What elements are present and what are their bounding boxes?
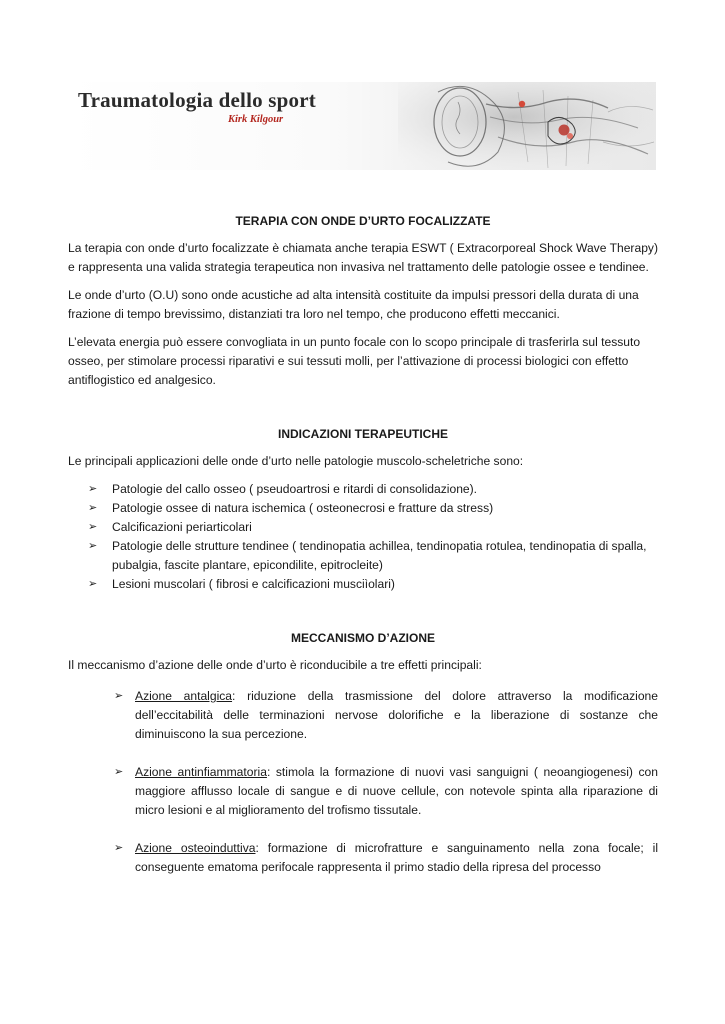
arrow-right-icon: ➢ bbox=[114, 766, 124, 778]
paragraph-applicazioni: Le principali applicazioni delle onde d’urto nelle patologie muscolo-scheletriche sono: bbox=[68, 454, 524, 468]
paragraph-meccanismo: Il meccanismo d’azione delle onde d’urto è riconducibile a tre effetti principali: bbox=[68, 658, 482, 672]
mechanism-list bbox=[68, 687, 658, 877]
anatomy-illustration bbox=[398, 82, 656, 170]
arrow-right-icon: ➢ bbox=[88, 578, 98, 590]
arrow-right-icon: ➢ bbox=[88, 540, 98, 552]
header-banner bbox=[68, 82, 656, 170]
arrow-right-icon: ➢ bbox=[88, 521, 98, 533]
banner-title: Traumatologia dello sport bbox=[78, 88, 316, 112]
section-heading-meccanismo: MECCANISMO D’AZIONE bbox=[291, 631, 435, 645]
indications-list bbox=[68, 480, 658, 594]
banner-author: Kirk Kilgour bbox=[228, 114, 284, 125]
paragraph-onde-urto: Le onde d’urto (O.U) sono onde acustiche ad alta intensità costituite da impulsi pressori della durata di una frazione di tempo brevissimo, distanziati tra loro nel tempo, che producono effetti meccanici. bbox=[68, 288, 639, 321]
list-item: ➢ Patologie delle strutture tendinee ( tendinopatia achillea, tendinopatia rotulea, tendinopatia di spalla, pubalgia, fascite plantare, epicondilite, epitrocleite) bbox=[88, 539, 647, 572]
list-item-osteoinduttiva: ➢ Azione osteoinduttiva: formazione di microfratture e sanguinamento nella zona focale; il conseguente ematoma perifocale rappresenta il primo stadio della ripresa del processo bbox=[114, 841, 659, 874]
term-label: Azione osteoinduttiva bbox=[135, 841, 256, 855]
list-item-antinfiammatoria: ➢ Azione antinfiammatoria: stimola la formazione di nuovi vasi sanguigni ( neoangiogenesi) con maggiore afflusso locale di sangue e di nuove cellule, con notevole spinta alla riparazione di micro lesioni e al miglioramento del trofismo tissutale. bbox=[114, 765, 658, 817]
arrow-right-icon: ➢ bbox=[114, 842, 124, 854]
section-heading-indicazioni: INDICAZIONI TERAPEUTICHE bbox=[277, 427, 448, 441]
list-item: ➢ Calcificazioni periarticolari bbox=[88, 518, 658, 537]
arrow-right-icon: ➢ bbox=[88, 483, 98, 495]
list-item: ➢ Patologie del callo osseo ( pseudoartrosi e ritardi di consolidazione). bbox=[88, 480, 658, 499]
document-body bbox=[68, 212, 658, 896]
list-item: ➢ Patologie ossee di natura ischemica ( osteonecrosi e fratture da stress) bbox=[88, 499, 658, 518]
list-item-antalgica: ➢ Azione antalgica: riduzione della trasmissione del dolore attraverso la modificazione dell’eccitabilità delle terminazioni nervose dolorifiche e la liberazione di sostanze che diminuiscono la sua percezione. bbox=[114, 689, 659, 741]
paragraph-eswt: La terapia con onde d’urto focalizzate è chiamata anche terapia ESWT ( Extracorporeal Shock Wave Therapy) e rappresenta una valida strategia terapeutica non invasiva nel trattamento delle patologie ossee e tendinee. bbox=[68, 241, 658, 274]
arrow-right-icon: ➢ bbox=[88, 502, 98, 514]
list-item: ➢ Lesioni muscolari ( fibrosi e calcificazioni musciìolari) bbox=[88, 575, 658, 594]
section-heading-terapia: TERAPIA CON ONDE D’URTO FOCALIZZATE bbox=[235, 214, 491, 228]
term-label: Azione antalgica bbox=[135, 689, 233, 703]
term-label: Azione antinfiammatoria bbox=[135, 765, 267, 779]
arrow-right-icon: ➢ bbox=[114, 690, 124, 702]
paragraph-energia: L’elevata energia può essere convogliata in un punto focale con lo scopo principale di trasferirla sul tessuto osseo, per stimolare processi riparativi e sui tessuti molli, per l’attivazione di processi biologici con effetto antiflogistico ed analgesico. bbox=[68, 335, 641, 387]
